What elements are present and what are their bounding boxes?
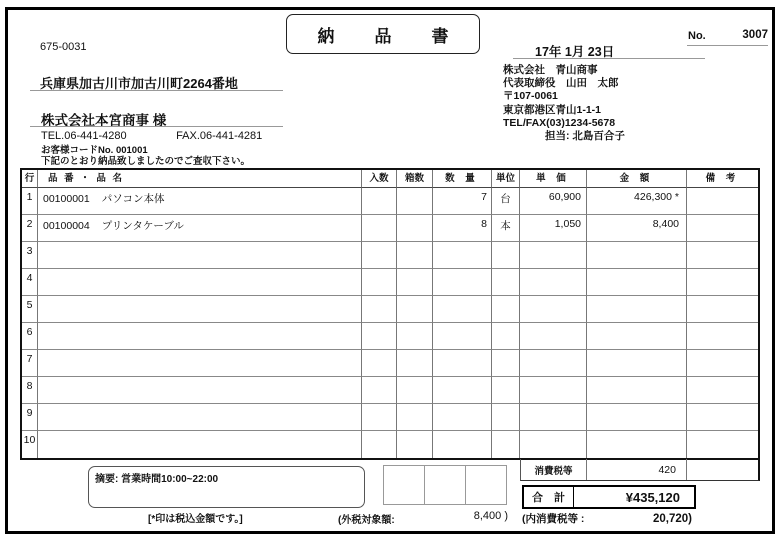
in-qty-cell: [362, 215, 397, 242]
qty-cell: [433, 377, 492, 404]
customer-name-underline: [30, 126, 283, 127]
stamp-box: [465, 465, 507, 505]
note-cell: [687, 377, 758, 404]
amount-cell: [587, 323, 687, 350]
unit-cell: [492, 323, 520, 350]
row-number: 2: [22, 215, 38, 242]
item-cell: [38, 431, 362, 458]
asterisk-note: [*印は税込金額です。]: [148, 514, 243, 525]
greeting-text: 下記のとおり納品致しましたのでご査収下さい。: [41, 156, 251, 167]
boxes-cell: [397, 215, 433, 242]
doc-number-underline: [687, 45, 768, 46]
unit-price-cell: [520, 323, 587, 350]
amount-cell: [587, 269, 687, 296]
header-unit-price: 単 価: [520, 170, 587, 188]
header-item: 品 番 ・ 品 名: [38, 170, 362, 188]
qty-cell: 7: [433, 188, 492, 215]
qty-cell: [433, 404, 492, 431]
issuer-contact: 担当: 北島百合子: [545, 130, 625, 143]
unit-cell: [492, 350, 520, 377]
unit-price-cell: [520, 431, 587, 458]
customer-address: 兵庫県加古川市加古川町2264番地: [40, 76, 238, 91]
note-cell: [687, 188, 758, 215]
qty-cell: [433, 242, 492, 269]
item-cell: [38, 188, 362, 215]
item-cell: [38, 269, 362, 296]
included-tax-label: (内消費税等 :: [522, 513, 585, 525]
item-cell: [38, 323, 362, 350]
issuer-company: 株式会社 青山商事: [503, 64, 598, 76]
customer-name: 株式会社本宮商事 様: [41, 113, 167, 128]
note-cell: [687, 323, 758, 350]
unit-price-cell: [520, 377, 587, 404]
unit-price-cell: 1,050: [520, 215, 587, 242]
remarks-text: 摘要: 営業時間10:00~22:00: [95, 474, 219, 485]
note-cell: [687, 269, 758, 296]
customer-code: お客様コードNo. 001001: [41, 145, 148, 156]
document-date: 17年 1月 23日: [535, 45, 615, 59]
tax-label: 消費税等: [521, 459, 587, 480]
doc-number-value: 3007: [742, 29, 768, 41]
amount-cell: [587, 404, 687, 431]
qty-cell: [433, 296, 492, 323]
header-boxes: 箱数: [397, 170, 433, 188]
issuer-representative: 代表取締役 山田 太郎: [503, 77, 619, 90]
customer-tel: TEL.06-441-4280: [41, 130, 127, 142]
amount-cell: [587, 242, 687, 269]
unit-price-cell: [520, 404, 587, 431]
included-tax-value: 20,720): [652, 513, 692, 525]
item-cell: [38, 377, 362, 404]
amount-cell: [587, 296, 687, 323]
unit-price-cell: [520, 296, 587, 323]
boxes-cell: [397, 404, 433, 431]
table-row: [22, 215, 758, 242]
row-number: 8: [22, 377, 38, 404]
stamp-box: [383, 465, 425, 505]
unit-cell: [492, 404, 520, 431]
boxes-cell: [397, 296, 433, 323]
row-number: 9: [22, 404, 38, 431]
header-note: 備 考: [687, 170, 758, 188]
amount-cell: [587, 431, 687, 458]
header-qty: 数 量: [433, 170, 492, 188]
table-row: [22, 404, 758, 431]
item-code: 00100001: [43, 193, 90, 205]
in-qty-cell: [362, 350, 397, 377]
item-cell: [38, 215, 362, 242]
unit-price-cell: [520, 242, 587, 269]
boxes-cell: [397, 377, 433, 404]
items-table: [20, 168, 760, 460]
item-code: 00100004: [43, 220, 90, 232]
boxes-cell: [397, 242, 433, 269]
amount-cell: 426,300 *: [587, 188, 687, 215]
header-unit: 単位: [492, 170, 520, 188]
remarks-box: [88, 466, 365, 508]
table-header-row: [22, 170, 758, 188]
item-cell: [38, 350, 362, 377]
document-title-box: [286, 14, 489, 54]
row-number: 4: [22, 269, 38, 296]
note-cell: [687, 350, 758, 377]
note-cell: [687, 296, 758, 323]
unit-cell: 台: [492, 188, 520, 215]
in-qty-cell: [362, 269, 397, 296]
issuer-tel-fax: TEL/FAX(03)1234-5678: [503, 116, 616, 129]
header-amount: 金 額: [587, 170, 687, 188]
in-qty-cell: [362, 188, 397, 215]
in-qty-cell: [362, 431, 397, 458]
row-number: 3: [22, 242, 38, 269]
issuer-block: [503, 64, 625, 143]
boxes-cell: [397, 350, 433, 377]
in-qty-cell: [362, 404, 397, 431]
boxes-cell: [397, 188, 433, 215]
row-number: 6: [22, 323, 38, 350]
doc-number-label: No.: [688, 30, 706, 42]
amount-cell: [587, 350, 687, 377]
in-qty-cell: [362, 296, 397, 323]
table-row: [22, 188, 758, 215]
item-cell: [38, 404, 362, 431]
customer-address-underline: [30, 90, 283, 91]
item-cell: [38, 242, 362, 269]
customer-tel-fax: [41, 130, 262, 142]
item-name: パソコン本体: [101, 193, 165, 205]
in-qty-cell: [362, 323, 397, 350]
customer-fax: FAX.06-441-4281: [176, 130, 263, 142]
amount-cell: [587, 377, 687, 404]
unit-price-cell: [520, 269, 587, 296]
in-qty-cell: [362, 377, 397, 404]
unit-price-cell: 60,900: [520, 188, 587, 215]
taxable-amount-value: 8,400 ): [473, 510, 508, 522]
tax-value: 420: [587, 459, 687, 480]
header-in-qty: 入数: [362, 170, 397, 188]
unit-cell: [492, 269, 520, 296]
table-row: [22, 431, 758, 458]
date-underline: [513, 58, 705, 59]
unit-cell: [492, 296, 520, 323]
approval-stamp-boxes: [383, 465, 507, 505]
table-row: [22, 377, 758, 404]
qty-cell: [433, 269, 492, 296]
unit-cell: [492, 242, 520, 269]
row-number: 5: [22, 296, 38, 323]
table-row: [22, 350, 758, 377]
note-cell: [687, 242, 758, 269]
included-tax-row: [522, 511, 692, 526]
in-qty-cell: [362, 242, 397, 269]
row-number: 1: [22, 188, 38, 215]
item-name: プリンタケーブル: [101, 220, 184, 232]
table-body: [22, 188, 758, 458]
table-row: [22, 296, 758, 323]
row-number: 10: [22, 431, 38, 458]
table-row: [22, 269, 758, 296]
stamp-box: [424, 465, 466, 505]
header-row-number: 行: [22, 170, 38, 188]
issuer-postal-code: 〒107-0061: [503, 90, 558, 103]
total-value: ¥435,120: [625, 489, 680, 505]
qty-cell: [433, 323, 492, 350]
qty-cell: 8: [433, 215, 492, 242]
item-cell: [38, 296, 362, 323]
unit-cell: [492, 377, 520, 404]
issuer-address: 東京都港区青山1-1-1: [503, 103, 602, 116]
note-cell: [687, 404, 758, 431]
table-row: [22, 323, 758, 350]
taxable-amount-label: (外税対象額:: [338, 515, 395, 526]
tax-row: [520, 459, 760, 481]
unit-price-cell: [520, 350, 587, 377]
note-cell: [687, 431, 758, 458]
unit-cell: 本: [492, 215, 520, 242]
document-title: 納品書: [317, 26, 489, 46]
boxes-cell: [397, 431, 433, 458]
tax-note-cell: [687, 459, 758, 480]
total-box: [522, 485, 696, 509]
note-cell: [687, 215, 758, 242]
amount-cell: 8,400: [587, 215, 687, 242]
qty-cell: [433, 350, 492, 377]
customer-postal-code: 675-0031: [40, 41, 87, 53]
total-label: 合 計: [524, 487, 574, 507]
qty-cell: [433, 431, 492, 458]
boxes-cell: [397, 269, 433, 296]
table-row: [22, 242, 758, 269]
boxes-cell: [397, 323, 433, 350]
row-number: 7: [22, 350, 38, 377]
unit-cell: [492, 431, 520, 458]
